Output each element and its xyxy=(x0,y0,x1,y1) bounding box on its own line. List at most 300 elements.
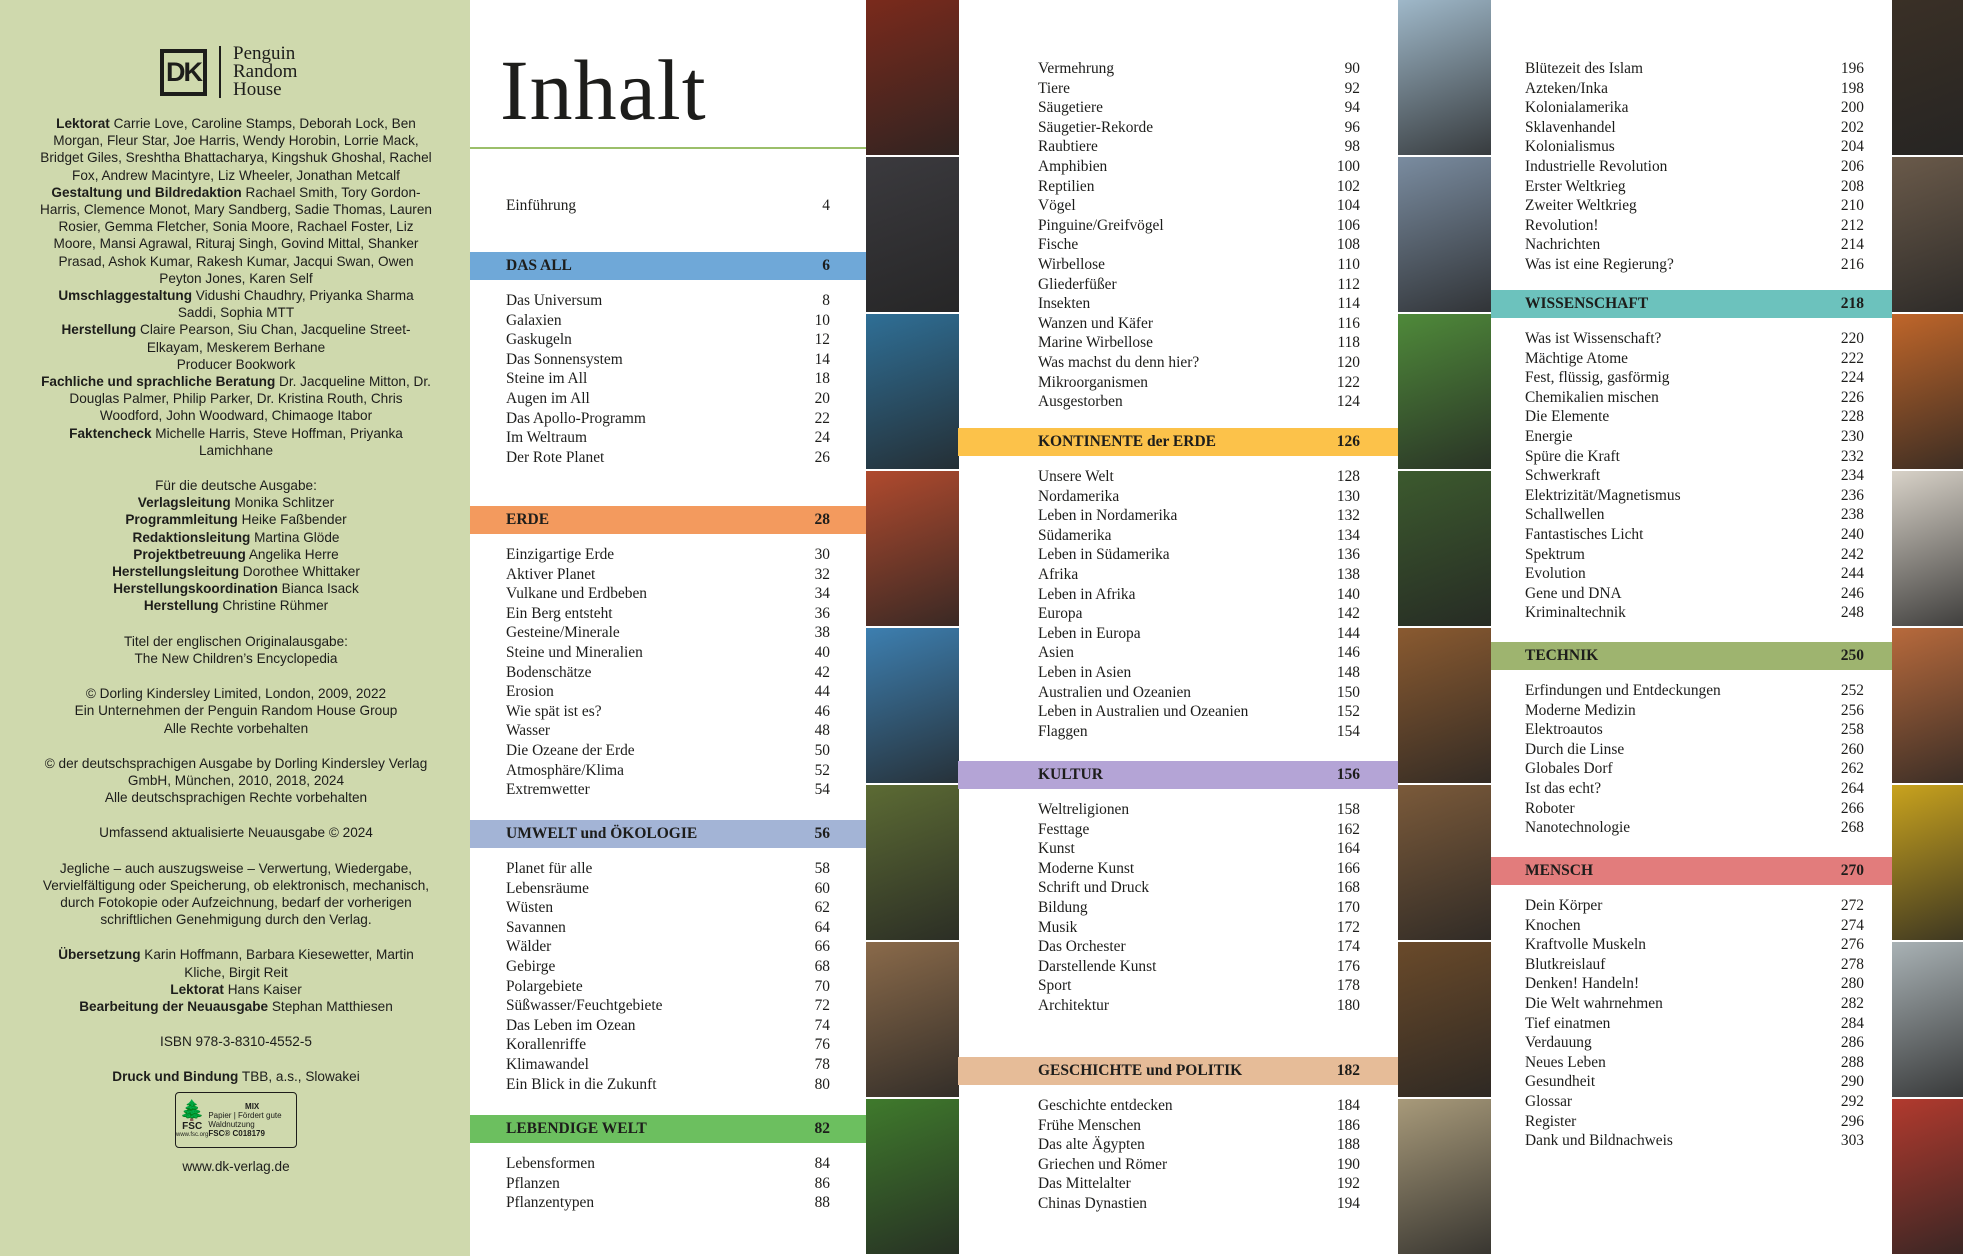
toc-entry-label: Lebensformen xyxy=(506,1155,595,1172)
page-number: 94 xyxy=(1344,99,1360,117)
toc-entry[interactable] xyxy=(958,918,1398,938)
toc-entry[interactable] xyxy=(958,702,1398,722)
credit-line xyxy=(40,563,432,580)
credit-names: Alle deutschsprachigen Rechte vorbehalten xyxy=(104,790,368,806)
credit-names: TBB, a.s., Slowakei xyxy=(241,1069,360,1085)
page-number: 164 xyxy=(1336,840,1360,858)
toc-entry[interactable] xyxy=(1491,994,1892,1014)
page-number: 276 xyxy=(1840,936,1864,954)
toc-entry[interactable] xyxy=(1491,368,1892,388)
toc-entry[interactable] xyxy=(470,1154,866,1174)
toc-entry[interactable] xyxy=(958,937,1398,957)
toc-entry[interactable] xyxy=(470,879,866,899)
toc-entry[interactable] xyxy=(1491,1131,1892,1151)
page-number: 174 xyxy=(1336,938,1360,956)
toc-entry[interactable] xyxy=(958,565,1398,585)
credit-line xyxy=(40,511,432,528)
credit-role: Gestaltung und Bildredaktion xyxy=(51,184,242,200)
toc-entry[interactable] xyxy=(470,291,866,311)
toc-entry[interactable] xyxy=(958,487,1398,507)
page-number: 166 xyxy=(1336,859,1360,877)
section-header[interactable] xyxy=(958,1057,1398,1085)
page-number: 22 xyxy=(814,409,830,427)
toc-entry[interactable] xyxy=(1491,603,1892,623)
toc-entry[interactable] xyxy=(958,820,1398,840)
toc-entry[interactable] xyxy=(1491,701,1892,721)
section-header[interactable] xyxy=(958,428,1398,456)
toc-entry[interactable] xyxy=(1491,955,1892,975)
toc-entry[interactable] xyxy=(1491,388,1892,408)
toc-entry[interactable] xyxy=(470,741,866,761)
toc-entry[interactable] xyxy=(1491,1092,1892,1112)
toc-entry[interactable] xyxy=(470,682,866,702)
page-number: 46 xyxy=(814,702,830,720)
credit-names: Umfassend aktualisierte Neuausgabe © 2024 xyxy=(99,825,373,841)
toc-entry[interactable] xyxy=(958,392,1398,412)
toc-entry[interactable] xyxy=(470,721,866,741)
toc-entry-label: Leben in Nordamerika xyxy=(1038,507,1178,525)
toc-entry-label: Säugetier-Rekorde xyxy=(1038,118,1154,136)
toc-entry-label: Chemikalien mischen xyxy=(1525,388,1659,406)
toc-entry-label: Moderne Medizin xyxy=(1525,701,1636,719)
page-number: 238 xyxy=(1840,506,1864,524)
photo-tile xyxy=(1398,0,1491,155)
credit-names: Carrie Love, Caroline Stamps, Deborah Lock, Ben Morgan, Fleur Star, Joe Harris, Wendy Horobin, Lorrie Mack, Bridget Giles, Sreshtha Bhattacharya, Kingshuk Ghoshal, Rachel Fox, Andrew Macintyre, Liz Wheeler, Jonathan Metcalf xyxy=(40,116,432,183)
credit-names: Michelle Harris, Steve Hoffman, Priyanka Lamichhane xyxy=(155,425,403,458)
page-number: 226 xyxy=(1840,388,1864,406)
page-number: 130 xyxy=(1336,487,1360,505)
page-number: 202 xyxy=(1840,118,1864,136)
toc-entry[interactable] xyxy=(958,859,1398,879)
toc-entry[interactable] xyxy=(958,506,1398,526)
page-number: 218 xyxy=(1840,295,1864,312)
toc-entry[interactable] xyxy=(958,1096,1398,1116)
toc-entry[interactable] xyxy=(1491,584,1892,604)
toc-entry[interactable] xyxy=(1491,427,1892,447)
page-number: 82 xyxy=(814,1120,830,1137)
toc-entry-label: Frühe Menschen xyxy=(1038,1116,1142,1134)
toc-entry[interactable] xyxy=(958,839,1398,859)
toc-entry[interactable] xyxy=(1491,545,1892,565)
toc-entry[interactable] xyxy=(1491,486,1892,506)
page-number: 118 xyxy=(1337,334,1360,352)
section-header[interactable] xyxy=(470,1115,866,1143)
toc-entry[interactable] xyxy=(1491,157,1892,177)
toc-entry[interactable] xyxy=(470,330,866,350)
page-number: 72 xyxy=(814,997,830,1015)
credit-role: Lektorat xyxy=(56,116,110,131)
page-number: 260 xyxy=(1840,740,1864,758)
toc-entry[interactable] xyxy=(470,780,866,800)
toc-entry[interactable] xyxy=(1491,818,1892,838)
page-number: 194 xyxy=(1336,1195,1360,1212)
credit-line xyxy=(40,477,432,494)
toc-entry[interactable] xyxy=(470,761,866,781)
page-number: 156 xyxy=(1336,766,1360,783)
toc-entry[interactable] xyxy=(958,467,1398,487)
toc-entry[interactable] xyxy=(470,1055,866,1075)
toc-entry[interactable] xyxy=(470,1016,866,1036)
page-number: 4 xyxy=(822,197,830,214)
toc-entry[interactable] xyxy=(958,98,1398,118)
toc-entry[interactable] xyxy=(1491,935,1892,955)
page-number: 6 xyxy=(822,257,830,274)
toc-entry[interactable] xyxy=(958,373,1398,393)
toc-entry-label: Australien und Ozeanien xyxy=(1038,683,1191,701)
toc-entry[interactable] xyxy=(958,1155,1398,1175)
toc-entry[interactable] xyxy=(1491,505,1892,525)
section-header[interactable] xyxy=(1491,290,1892,318)
toc-entry-label: Nanotechnologie xyxy=(1525,819,1631,837)
toc-entry[interactable] xyxy=(1491,255,1892,275)
photo-tile xyxy=(1892,942,1963,1097)
credit-role: Bearbeitung der Neuausgabe xyxy=(79,998,269,1014)
toc-entry[interactable] xyxy=(1491,916,1892,936)
toc-entry-label: Zweiter Weltkrieg xyxy=(1525,197,1637,215)
website-link[interactable]: www.dk-verlag.de xyxy=(182,1158,290,1174)
toc-entry[interactable] xyxy=(470,643,866,663)
toc-entry-label: Spüre die Kraft xyxy=(1525,447,1620,465)
page-number: 42 xyxy=(814,663,830,681)
toc-entry-label: Unsere Welt xyxy=(1038,468,1114,485)
toc-entry[interactable] xyxy=(470,604,866,624)
page-number: 36 xyxy=(814,604,830,622)
toc-entry[interactable] xyxy=(1491,1112,1892,1132)
page-number: 80 xyxy=(814,1075,830,1093)
toc-entry[interactable] xyxy=(958,1194,1398,1214)
toc-entry[interactable] xyxy=(958,255,1398,275)
page-number: 64 xyxy=(814,918,830,936)
toc-entry-label: Wüsten xyxy=(506,899,554,917)
toc-entry[interactable] xyxy=(1491,525,1892,545)
page-number: 10 xyxy=(814,311,830,329)
page-number: 170 xyxy=(1336,899,1360,916)
section-title: WISSENSCHAFT xyxy=(1525,295,1649,312)
toc-entry[interactable] xyxy=(1491,196,1892,216)
toc-entry[interactable] xyxy=(470,663,866,683)
page-number: 262 xyxy=(1840,760,1864,778)
toc-entry[interactable] xyxy=(958,314,1398,334)
toc-entry[interactable] xyxy=(958,137,1398,157)
toc-entry[interactable] xyxy=(470,1075,866,1095)
credit-names: Karin Hoffmann, Barbara Kiesewetter, Martin Kliche, Birgit Reit xyxy=(144,947,414,980)
toc-entry-label: Reptilien xyxy=(1038,177,1095,195)
toc-entry[interactable] xyxy=(470,957,866,977)
section-title: KULTUR xyxy=(1038,766,1103,783)
toc-entry-label: Das alte Ägypten xyxy=(1038,1136,1145,1154)
toc-entry-label: Atmosphäre/Klima xyxy=(506,761,624,779)
toc-entry-label: Revolution! xyxy=(1525,216,1599,234)
toc-entry[interactable] xyxy=(1491,447,1892,467)
section-title: UMWELT und ÖKOLOGIE xyxy=(506,825,698,842)
toc-entry[interactable] xyxy=(1491,896,1892,916)
toc-entry-label: Pflanzen xyxy=(506,1174,560,1192)
toc-entry-label: Evolution xyxy=(1525,565,1586,583)
section-header[interactable] xyxy=(470,506,866,534)
toc-entry-label: Darstellende Kunst xyxy=(1038,957,1157,975)
toc-entry[interactable] xyxy=(470,996,866,1016)
page-number: 54 xyxy=(814,781,830,799)
spacer xyxy=(40,806,432,824)
toc-entry[interactable] xyxy=(958,957,1398,977)
toc-entry[interactable] xyxy=(958,157,1398,177)
toc-entry-label: Durch die Linse xyxy=(1525,740,1625,758)
toc-entry[interactable] xyxy=(1491,216,1892,236)
page-number: 232 xyxy=(1840,447,1864,465)
title-divider xyxy=(470,147,866,149)
toc-entry[interactable] xyxy=(1491,799,1892,819)
toc-entry[interactable] xyxy=(470,898,866,918)
toc-entry[interactable] xyxy=(470,565,866,585)
toc-entry-label: Vögel xyxy=(1038,197,1076,215)
toc-entry[interactable] xyxy=(1491,779,1892,799)
toc-entry[interactable] xyxy=(958,976,1398,996)
toc-entry[interactable] xyxy=(958,526,1398,546)
toc-entry[interactable] xyxy=(1491,720,1892,740)
page-number: 198 xyxy=(1840,79,1864,97)
toc-entry[interactable] xyxy=(1491,466,1892,486)
toc-column-2 xyxy=(958,0,1398,1256)
page-number: 216 xyxy=(1840,256,1864,273)
toc-entry-label: Glossar xyxy=(1525,1093,1573,1110)
page-number: 70 xyxy=(814,977,830,995)
toc-entry[interactable] xyxy=(1491,329,1892,349)
page-number: 120 xyxy=(1336,354,1360,371)
toc-entry-label: Wälder xyxy=(506,938,552,956)
toc-entry-label: Dein Körper xyxy=(1525,897,1603,914)
credits-list xyxy=(40,115,432,1175)
credit-line xyxy=(40,650,432,667)
credit-line xyxy=(40,946,432,980)
toc-entry[interactable] xyxy=(958,663,1398,683)
toc-entry[interactable] xyxy=(470,311,866,331)
page-number: 44 xyxy=(814,683,830,701)
toc-entry[interactable] xyxy=(470,977,866,997)
toc-entry[interactable] xyxy=(1491,177,1892,197)
toc-entry-label: Neues Leben xyxy=(1525,1053,1606,1071)
page-number: 274 xyxy=(1840,916,1864,934)
credit-names: Stephan Matthiesen xyxy=(271,998,393,1014)
toc-entry[interactable] xyxy=(958,878,1398,898)
toc-entry[interactable] xyxy=(1491,974,1892,994)
toc-entry-label: Die Elemente xyxy=(1525,408,1610,426)
page-number: 144 xyxy=(1336,624,1360,642)
toc-entry[interactable] xyxy=(958,898,1398,918)
page-number: 52 xyxy=(814,761,830,779)
toc-entry[interactable] xyxy=(1491,59,1892,79)
toc-entry[interactable] xyxy=(958,294,1398,314)
toc-entry[interactable] xyxy=(470,196,866,216)
page-number: 256 xyxy=(1840,701,1864,719)
photo-tile xyxy=(866,471,959,626)
page-number: 32 xyxy=(814,565,830,583)
toc-entry[interactable] xyxy=(958,177,1398,197)
photo-tile xyxy=(1398,1099,1491,1254)
page-number: 190 xyxy=(1336,1155,1360,1173)
page-number: 26 xyxy=(814,448,830,466)
photo-strip xyxy=(1892,0,1963,1256)
toc-entry[interactable] xyxy=(958,59,1398,79)
section-header[interactable] xyxy=(470,820,866,848)
toc-entry-label: Fantastisches Licht xyxy=(1525,526,1644,543)
toc-entry[interactable] xyxy=(958,333,1398,353)
toc-entry[interactable] xyxy=(1491,681,1892,701)
spacer xyxy=(40,615,432,633)
toc-entry[interactable] xyxy=(958,800,1398,820)
section-header[interactable] xyxy=(470,252,866,280)
toc-entry[interactable] xyxy=(470,584,866,604)
toc-entry[interactable] xyxy=(958,722,1398,742)
page-number: 150 xyxy=(1336,683,1360,701)
toc-entry[interactable] xyxy=(1491,407,1892,427)
toc-entry[interactable] xyxy=(1491,740,1892,760)
spacer xyxy=(40,737,432,755)
toc-entry-label: Verdauung xyxy=(1525,1034,1592,1052)
page-number: 114 xyxy=(1337,295,1360,313)
page-number: 142 xyxy=(1336,605,1360,623)
spacer xyxy=(40,1050,432,1068)
page-number: 98 xyxy=(1344,138,1360,156)
toc-entry-label: Ein Berg entsteht xyxy=(506,604,613,622)
toc-entry-label: Raubtiere xyxy=(1038,138,1098,156)
page-number: 60 xyxy=(814,879,830,897)
toc-entry-label: Gesundheit xyxy=(1525,1073,1596,1091)
page-number: 138 xyxy=(1336,566,1360,583)
toc-entry[interactable] xyxy=(958,1116,1398,1136)
toc-entry[interactable] xyxy=(470,937,866,957)
toc-entry-label: Im Weltraum xyxy=(506,429,587,447)
toc-entry-label: Musik xyxy=(1038,918,1078,936)
page-number: 246 xyxy=(1840,584,1864,602)
toc-entry[interactable] xyxy=(1491,98,1892,118)
page-number: 240 xyxy=(1840,526,1864,543)
section-header[interactable] xyxy=(1491,857,1892,885)
toc-entry[interactable] xyxy=(958,683,1398,703)
page-number: 248 xyxy=(1840,604,1864,622)
toc-entry[interactable] xyxy=(470,1035,866,1055)
toc-entry[interactable] xyxy=(470,859,866,879)
toc-entry-label: Gene und DNA xyxy=(1525,584,1622,602)
page-number: 18 xyxy=(814,370,830,388)
toc-entry[interactable] xyxy=(470,389,866,409)
page-number: 102 xyxy=(1336,177,1360,195)
toc-entry[interactable] xyxy=(958,604,1398,624)
toc-entry[interactable] xyxy=(1491,235,1892,255)
section-header[interactable] xyxy=(1491,642,1892,670)
toc-entry[interactable] xyxy=(1491,564,1892,584)
page-number: 172 xyxy=(1336,918,1360,936)
toc-entry[interactable] xyxy=(470,702,866,722)
toc-entry-label: Leben in Afrika xyxy=(1038,585,1136,603)
toc-entry[interactable] xyxy=(1491,79,1892,99)
toc-entry[interactable] xyxy=(958,624,1398,644)
page-number: 284 xyxy=(1840,1014,1864,1032)
toc-entry[interactable] xyxy=(958,996,1398,1016)
toc-entry[interactable] xyxy=(470,545,866,565)
photo-strip xyxy=(866,0,959,1256)
fsc-tree-icon: 🌲 FSC www.fsc.org xyxy=(176,1099,209,1138)
toc-entry[interactable] xyxy=(470,1193,866,1213)
toc-entry[interactable] xyxy=(470,350,866,370)
toc-entry[interactable] xyxy=(958,545,1398,565)
toc-entry[interactable] xyxy=(958,353,1398,373)
toc-entry[interactable] xyxy=(470,623,866,643)
toc-entry-label: Chinas Dynastien xyxy=(1038,1195,1148,1212)
toc-entry[interactable] xyxy=(1491,118,1892,138)
toc-entry-label: Insekten xyxy=(1038,295,1091,313)
credit-line xyxy=(40,597,432,614)
credit-line xyxy=(40,184,432,287)
toc-entry[interactable] xyxy=(470,918,866,938)
toc-entry[interactable] xyxy=(470,1174,866,1194)
page-number: 78 xyxy=(814,1056,830,1073)
toc-entry[interactable] xyxy=(958,235,1398,255)
credit-role: Projektbetreuung xyxy=(133,546,246,562)
toc-entry[interactable] xyxy=(1491,1033,1892,1053)
credit-line xyxy=(40,685,432,702)
photo-tile xyxy=(1892,628,1963,783)
toc-entry[interactable] xyxy=(1491,759,1892,779)
toc-entry[interactable] xyxy=(1491,349,1892,369)
toc-entry[interactable] xyxy=(958,643,1398,663)
toc-entry-label: Globales Dorf xyxy=(1525,760,1613,778)
credit-names: ISBN 978-3-8310-4552-5 xyxy=(160,1034,312,1050)
page-number: 250 xyxy=(1840,647,1864,664)
section-title: DAS ALL xyxy=(506,257,572,274)
photo-tile xyxy=(1892,785,1963,940)
toc-entry[interactable] xyxy=(958,275,1398,295)
toc-entry[interactable] xyxy=(958,216,1398,236)
toc-entry[interactable] xyxy=(958,118,1398,138)
toc-entry[interactable] xyxy=(1491,1072,1892,1092)
toc-entry[interactable] xyxy=(1491,1014,1892,1034)
page-number: 230 xyxy=(1840,428,1864,445)
toc-entry[interactable] xyxy=(470,448,866,468)
toc-entry-label: Bodenschätze xyxy=(506,663,592,681)
toc-entry[interactable] xyxy=(470,409,866,429)
toc-entry[interactable] xyxy=(1491,137,1892,157)
credit-line xyxy=(40,425,432,459)
toc-entry-label: Amphibien xyxy=(1038,158,1108,175)
toc-entry-label: Was ist eine Regierung? xyxy=(1525,256,1674,273)
credit-role: Faktencheck xyxy=(69,425,152,441)
credit-names: Christine Rühmer xyxy=(222,598,329,614)
toc-entry-label: Asien xyxy=(1038,644,1074,662)
toc-entry[interactable] xyxy=(958,79,1398,99)
page-number: 68 xyxy=(814,958,830,975)
toc-entry[interactable] xyxy=(470,369,866,389)
toc-entry-label: Der Rote Planet xyxy=(506,448,605,466)
toc-entry[interactable] xyxy=(470,428,866,448)
credit-names: Alle Rechte vorbehalten xyxy=(163,720,309,736)
credit-names: Ein Unternehmen der Penguin Random House Group xyxy=(74,703,398,719)
page-number: 270 xyxy=(1840,862,1864,879)
toc-entry-label: Pflanzentypen xyxy=(506,1194,595,1212)
page-number: 90 xyxy=(1344,60,1360,77)
photo-tile xyxy=(1398,157,1491,312)
toc-entry-label: Leben in Europa xyxy=(1038,624,1141,642)
credit-line xyxy=(40,720,432,737)
toc-entry[interactable] xyxy=(958,585,1398,605)
toc-entry[interactable] xyxy=(958,1174,1398,1194)
photo-tile xyxy=(866,942,959,1097)
toc-entry-label: Leben in Australien und Ozeanien xyxy=(1038,703,1249,721)
toc-entry[interactable] xyxy=(1491,1053,1892,1073)
credit-line xyxy=(40,998,432,1015)
toc-entry[interactable] xyxy=(958,196,1398,216)
section-header[interactable] xyxy=(958,761,1398,789)
toc-entry[interactable] xyxy=(958,1135,1398,1155)
